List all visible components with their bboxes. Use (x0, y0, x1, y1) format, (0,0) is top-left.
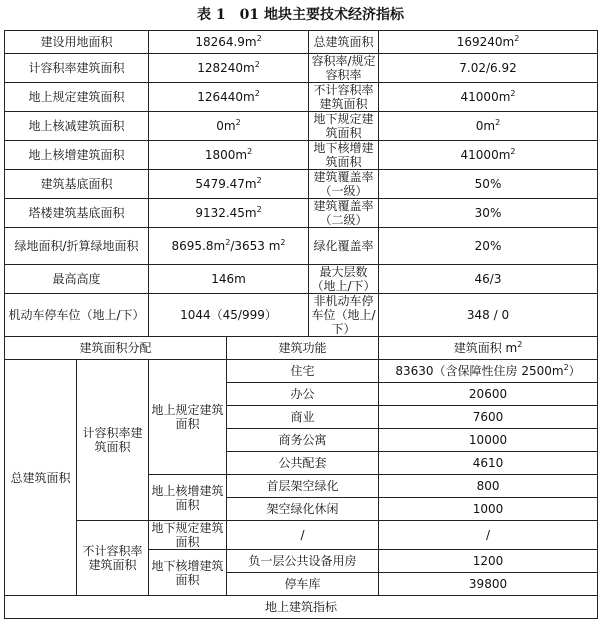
function-name: / (227, 521, 379, 550)
indicator-label: 地上规定建筑面积 (5, 83, 149, 112)
footer-label: 地上建筑指标 (5, 596, 598, 619)
function-area: 39800 (379, 573, 598, 596)
dist-row (5, 521, 598, 550)
indicator-label: 计容积率建筑面积 (5, 54, 149, 83)
table-row (5, 265, 598, 294)
table-row (5, 294, 598, 337)
indicator-label: 机动车停车位（地上/下） (5, 294, 149, 337)
dist-row (5, 360, 598, 383)
indicator-label: 建筑覆盖率（二级） (309, 199, 379, 228)
indicator-label: 建筑基底面积 (5, 170, 149, 199)
function-name: 负一层公共设备用房 (227, 550, 379, 573)
table-row (5, 83, 598, 112)
indicator-value: $126440m^2$ (149, 83, 309, 112)
indicator-value: $41000m^2$ (379, 141, 598, 170)
function-name: 住宅 (227, 360, 379, 383)
indicator-value: $41000m^2$ (379, 83, 598, 112)
indicator-label: 容积率/规定容积率 (309, 54, 379, 83)
jirong-area-label: 计容积率建筑面积 (77, 360, 149, 521)
indicator-label: 不计容积率建筑面积 (309, 83, 379, 112)
function-area: 10000 (379, 429, 598, 452)
dist-header-row (5, 337, 598, 360)
function-area: 83630（含保障性住房 $2500m^2$） (379, 360, 598, 383)
indicator-value: $169240m^2$ (379, 31, 598, 54)
economic-indicators-table (4, 30, 598, 619)
function-name: 首层架空绿化 (227, 475, 379, 498)
indicator-label: 地下规定建筑面积 (309, 112, 379, 141)
indicator-value: $0m^2$ (149, 112, 309, 141)
function-name: 架空绿化休闲 (227, 498, 379, 521)
table-row (5, 228, 598, 265)
total-area-label: 总建筑面积 (5, 360, 77, 596)
table-row (5, 31, 598, 54)
indicator-value: 20% (379, 228, 598, 265)
indicator-label: 非机动车停车位（地上/下） (309, 294, 379, 337)
column-header: 建筑面积 $m^2$ (379, 337, 598, 360)
indicator-value: 50% (379, 170, 598, 199)
function-area: / (379, 521, 598, 550)
table-row (5, 141, 598, 170)
indicator-value: $0m^2$ (379, 112, 598, 141)
indicator-value: 146m (149, 265, 309, 294)
indicator-label: 绿化覆盖率 (309, 228, 379, 265)
indicator-value: 7.02/6.92 (379, 54, 598, 83)
table-row (5, 199, 598, 228)
indicator-label: 地下核增建筑面积 (309, 141, 379, 170)
table-row (5, 54, 598, 83)
indicator-label: 地上核增建筑面积 (5, 141, 149, 170)
function-area: 4610 (379, 452, 598, 475)
indicator-label: 绿地面积/折算绿地面积 (5, 228, 149, 265)
function-area: 7600 (379, 406, 598, 429)
above-required-label: 地上规定建筑面积 (149, 360, 227, 475)
function-name: 办公 (227, 383, 379, 406)
footer-row (5, 596, 598, 619)
function-area: 20600 (379, 383, 598, 406)
indicator-value: 46/3 (379, 265, 598, 294)
indicator-label: 最大层数（地上/下） (309, 265, 379, 294)
indicator-value: $1800m^2$ (149, 141, 309, 170)
bujirong-area-label: 不计容积率建筑面积 (77, 521, 149, 596)
indicator-value: $5479.47m^2$ (149, 170, 309, 199)
table-row (5, 170, 598, 199)
function-area: 1000 (379, 498, 598, 521)
column-header: 建筑面积分配 (5, 337, 227, 360)
indicator-value: 348 / 0 (379, 294, 598, 337)
indicator-value: $9132.45m^2$ (149, 199, 309, 228)
indicator-label: 建设用地面积 (5, 31, 149, 54)
below-required-label: 地下规定建筑面积 (149, 521, 227, 550)
indicator-label: 塔楼建筑基底面积 (5, 199, 149, 228)
function-name: 停车库 (227, 573, 379, 596)
indicator-value: $8695.8m^2/3653$ $m^2$ (149, 228, 309, 265)
above-increase-label: 地上核增建筑面积 (149, 475, 227, 521)
table-row (5, 112, 598, 141)
indicator-value: $18264.9m^2$ (149, 31, 309, 54)
indicator-value: $128240m^2$ (149, 54, 309, 83)
function-area: 800 (379, 475, 598, 498)
indicator-label: 建筑覆盖率（一级） (309, 170, 379, 199)
function-area: 1200 (379, 550, 598, 573)
indicator-label: 总建筑面积 (309, 31, 379, 54)
indicator-label: 地上核减建筑面积 (5, 112, 149, 141)
below-increase-label: 地下核增建筑面积 (149, 550, 227, 596)
function-name: 公共配套 (227, 452, 379, 475)
function-name: 商务公寓 (227, 429, 379, 452)
column-header: 建筑功能 (227, 337, 379, 360)
function-name: 商业 (227, 406, 379, 429)
indicator-label: 最高高度 (5, 265, 149, 294)
table-title: 表 1 01 地块主要技术经济指标 (197, 7, 404, 23)
indicator-value: 1044（45/999） (149, 294, 309, 337)
indicator-value: 30% (379, 199, 598, 228)
